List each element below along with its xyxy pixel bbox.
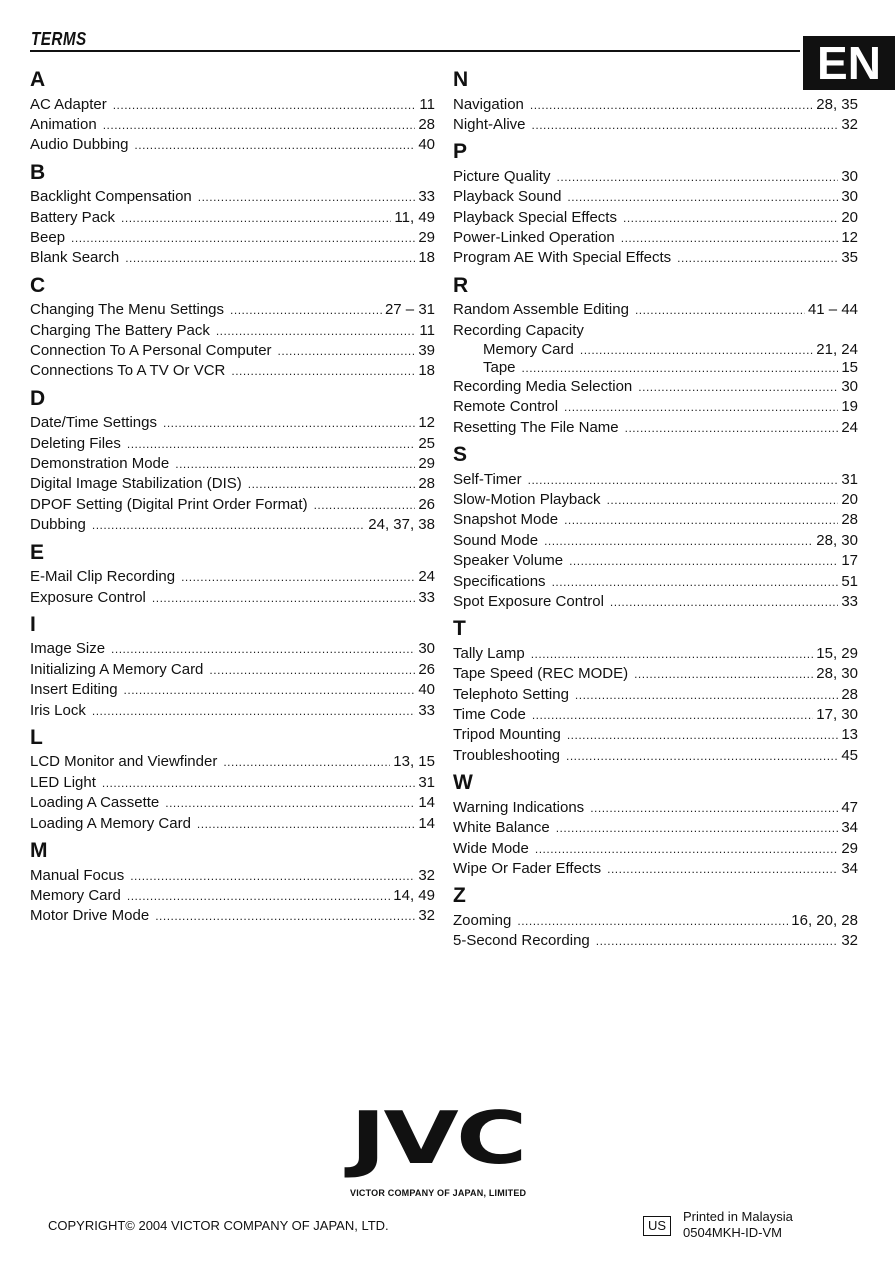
- dot-leader: [181, 567, 415, 587]
- entry-page: 33: [418, 701, 435, 719]
- dot-leader: [552, 572, 839, 592]
- entry-label: Speaker Volume: [453, 552, 564, 570]
- entry-label: Recording Media Selection: [453, 378, 633, 396]
- index-letter-heading: I: [30, 612, 36, 636]
- index-entry: [453, 931, 858, 951]
- entry-page: 28: [418, 115, 435, 133]
- index-entry: [30, 474, 435, 494]
- entry-page: 17: [841, 552, 858, 570]
- entry-page: 31: [418, 773, 435, 791]
- dot-leader: [564, 397, 838, 417]
- section-title: TERMS: [31, 29, 87, 49]
- dot-leader: [532, 705, 813, 725]
- index-entry: [453, 228, 858, 248]
- entry-page: 12: [418, 414, 435, 432]
- dot-leader: [71, 228, 415, 248]
- entry-label: LCD Monitor and Viewfinder: [30, 753, 218, 771]
- index-entry: [30, 321, 435, 341]
- index-letter-heading: C: [30, 273, 46, 297]
- entry-label: Resetting The File Name: [453, 418, 619, 436]
- entry-label: Night-Alive: [453, 115, 526, 133]
- index-entry: [453, 839, 858, 859]
- dot-leader: [638, 377, 838, 397]
- dot-leader: [567, 187, 838, 207]
- dot-leader: [127, 886, 390, 906]
- dot-leader: [621, 228, 839, 248]
- dot-leader: [103, 115, 416, 135]
- dot-leader: [556, 818, 839, 838]
- entry-page: 18: [418, 362, 435, 380]
- dot-leader: [130, 866, 415, 886]
- index-entry: [453, 911, 858, 931]
- print-info: [683, 1209, 793, 1241]
- dot-leader: [580, 341, 813, 359]
- entry-page: 26: [418, 495, 435, 513]
- entry-label: Remote Control: [453, 398, 559, 416]
- entry-page: 39: [418, 342, 435, 360]
- entry-label: Time Code: [453, 706, 526, 724]
- index-entry: [453, 397, 858, 417]
- entry-label: Demonstration Mode: [30, 455, 170, 473]
- index-entry: [30, 639, 435, 659]
- entry-label: Motor Drive Mode: [30, 907, 150, 925]
- entry-page: 33: [418, 588, 435, 606]
- dot-leader: [677, 248, 838, 268]
- index-entry: [453, 859, 858, 879]
- index-letter-heading: B: [30, 160, 46, 184]
- entry-page: 41 – 44: [807, 301, 858, 319]
- entry-page: 11, 49: [394, 208, 435, 226]
- index-entry: [30, 135, 435, 155]
- dot-leader: [575, 685, 838, 705]
- entry-label: E-Mail Clip Recording: [30, 568, 176, 586]
- dot-leader: [102, 773, 415, 793]
- dot-leader: [223, 752, 390, 772]
- entry-label: Blank Search: [30, 249, 120, 267]
- index-entry: [30, 515, 435, 535]
- index-entry: [453, 248, 858, 268]
- index-entry: [30, 248, 435, 268]
- dot-leader: [165, 793, 415, 813]
- entry-page: 32: [841, 932, 858, 950]
- entry-page: 45: [841, 746, 858, 764]
- entry-label: Deleting Files: [30, 434, 121, 452]
- printed-in: Printed in Malaysia: [683, 1209, 793, 1224]
- index-entry: [30, 886, 435, 906]
- language-badge: EN: [803, 36, 895, 90]
- index-entry: [453, 359, 858, 377]
- index-entry: [30, 95, 435, 115]
- entry-label: Random Assemble Editing: [453, 301, 629, 319]
- dot-leader: [607, 490, 839, 510]
- dot-leader: [623, 208, 838, 228]
- dot-leader: [248, 474, 416, 494]
- index-entry: [453, 208, 858, 228]
- entry-page: 40: [418, 136, 435, 154]
- index-entry: [30, 208, 435, 228]
- entry-label: Recording Capacity: [453, 321, 584, 339]
- dot-leader: [134, 135, 415, 155]
- dot-leader: [209, 660, 415, 680]
- entry-label: 5-Second Recording: [453, 932, 590, 950]
- index-entry: [453, 818, 858, 838]
- entry-page: 33: [841, 593, 858, 611]
- entry-page: 29: [841, 839, 858, 857]
- entry-page: 28: [841, 511, 858, 529]
- entry-label: Program AE With Special Effects: [453, 249, 672, 267]
- index-entry: [30, 773, 435, 793]
- index-entry: [453, 187, 858, 207]
- index-entry: [30, 752, 435, 772]
- dot-leader: [531, 644, 814, 664]
- index-entry: [453, 572, 858, 592]
- dot-leader: [314, 495, 416, 515]
- entry-page: 32: [841, 115, 858, 133]
- dot-leader: [121, 208, 391, 228]
- entry-page: 28, 30: [816, 531, 858, 549]
- entry-label: Manual Focus: [30, 866, 125, 884]
- dot-leader: [566, 746, 838, 766]
- index-entry: [453, 300, 858, 320]
- index-entry: [30, 660, 435, 680]
- header-rule: [30, 50, 800, 52]
- entry-page: 19: [841, 398, 858, 416]
- entry-label: Zooming: [453, 911, 512, 929]
- index-entry: [30, 454, 435, 474]
- entry-page: 34: [841, 819, 858, 837]
- dot-leader: [634, 664, 813, 684]
- index-entry: [453, 341, 858, 359]
- dot-leader: [125, 248, 415, 268]
- index-entry: [453, 685, 858, 705]
- dot-leader: [517, 911, 788, 931]
- entry-label: Tape: [483, 359, 516, 377]
- index-column-left: [30, 63, 435, 927]
- index-entry: [30, 228, 435, 248]
- dot-leader: [111, 639, 415, 659]
- index-column-right: [453, 63, 858, 952]
- entry-page: 28: [418, 475, 435, 493]
- region-badge: US: [643, 1216, 671, 1236]
- entry-label: Specifications: [453, 572, 546, 590]
- entry-label: Dubbing: [30, 516, 86, 534]
- dot-leader: [532, 115, 839, 135]
- index-entry: [453, 725, 858, 745]
- entry-page: 32: [418, 907, 435, 925]
- dot-leader: [197, 814, 415, 834]
- index-entry: [30, 701, 435, 721]
- dot-leader: [92, 515, 365, 535]
- entry-label: Digital Image Stabilization (DIS): [30, 475, 242, 493]
- entry-label: Self-Timer: [453, 470, 522, 488]
- entry-page: 24: [418, 568, 435, 586]
- entry-page: 35: [841, 249, 858, 267]
- entry-page: 31: [841, 470, 858, 488]
- entry-page: 29: [418, 228, 435, 246]
- index-entry: [453, 592, 858, 612]
- entry-label: Date/Time Settings: [30, 414, 157, 432]
- entry-label: Warning Indications: [453, 798, 585, 816]
- index-entry: [30, 793, 435, 813]
- entry-page: 17, 30: [816, 706, 858, 724]
- entry-label: Loading A Memory Card: [30, 814, 191, 832]
- entry-page: 21, 24: [816, 341, 858, 359]
- dot-leader: [530, 95, 813, 115]
- entry-label: Wipe Or Fader Effects: [453, 859, 602, 877]
- index-letter-heading: P: [453, 140, 468, 164]
- entry-label: Memory Card: [30, 886, 121, 904]
- entry-label: Navigation: [453, 95, 524, 113]
- index-entry: [453, 418, 858, 438]
- index-letter-heading: Z: [453, 884, 466, 908]
- index-entry: [453, 115, 858, 135]
- entry-page: 11: [419, 321, 435, 339]
- index-letter-heading: M: [30, 839, 48, 863]
- index-letter-heading: R: [453, 273, 469, 297]
- entry-label: Playback Sound: [453, 188, 562, 206]
- index-entry: [30, 906, 435, 926]
- index-letter-heading: N: [453, 68, 469, 91]
- entry-label: Connection To A Personal Computer: [30, 342, 272, 360]
- entry-page: 25: [418, 434, 435, 452]
- entry-page: 30: [418, 640, 435, 658]
- entry-page: 30: [841, 167, 858, 185]
- entry-label: Charging The Battery Pack: [30, 321, 210, 339]
- logo-subtitle: VICTOR COMPANY OF JAPAN, LIMITED: [350, 1188, 527, 1198]
- jvc-logo: [350, 1093, 550, 1199]
- entry-page: 33: [418, 188, 435, 206]
- index-entry: [30, 495, 435, 515]
- entry-page: 14, 49: [393, 886, 435, 904]
- index-entry: [30, 361, 435, 381]
- index-entry: [30, 588, 435, 608]
- entry-label: Tape Speed (REC MODE): [453, 665, 629, 683]
- entry-label: Picture Quality: [453, 167, 551, 185]
- entry-page: 51: [841, 572, 858, 590]
- index-entry: [30, 300, 435, 320]
- dot-leader: [92, 701, 415, 721]
- dot-leader: [544, 531, 813, 551]
- dot-leader: [124, 680, 416, 700]
- index-letter-heading: T: [453, 617, 466, 641]
- index-entry: [30, 434, 435, 454]
- index-letter-heading: D: [30, 386, 46, 410]
- entry-page: 20: [841, 208, 858, 226]
- dot-leader: [528, 470, 839, 490]
- entry-label: Backlight Compensation: [30, 188, 192, 206]
- entry-label: Sound Mode: [453, 531, 539, 549]
- entry-label: Exposure Control: [30, 588, 146, 606]
- entry-page: 28, 30: [816, 665, 858, 683]
- dot-leader: [163, 413, 415, 433]
- index-letter-heading: A: [30, 68, 46, 91]
- entry-label: Image Size: [30, 640, 106, 658]
- index-entry: [30, 187, 435, 207]
- entry-page: 32: [418, 866, 435, 884]
- dot-leader: [535, 839, 838, 859]
- entry-label: Wide Mode: [453, 839, 529, 857]
- entry-page: 12: [841, 228, 858, 246]
- dot-leader: [522, 359, 839, 377]
- index-entry: [30, 115, 435, 135]
- entry-label: Animation: [30, 115, 97, 133]
- dot-leader: [635, 300, 805, 320]
- entry-label: Insert Editing: [30, 681, 118, 699]
- dot-leader: [127, 434, 415, 454]
- dot-leader: [557, 167, 839, 187]
- index-letter-heading: L: [30, 725, 43, 749]
- entry-page: 20: [841, 491, 858, 509]
- copyright: COPYRIGHT© 2004 VICTOR COMPANY OF JAPAN, LTD.: [48, 1218, 389, 1233]
- entry-label: DPOF Setting (Digital Print Order Format): [30, 495, 308, 513]
- index-letter-heading: S: [453, 443, 468, 467]
- dot-leader: [155, 906, 415, 926]
- entry-page: 16, 20, 28: [791, 911, 858, 929]
- entry-label: Iris Lock: [30, 701, 86, 719]
- index-entry: [30, 866, 435, 886]
- entry-label: Memory Card: [483, 341, 574, 359]
- entry-label: LED Light: [30, 773, 96, 791]
- entry-label: Loading A Cassette: [30, 794, 160, 812]
- index-entry: [30, 341, 435, 361]
- entry-page: 13, 15: [393, 753, 435, 771]
- index-entry: [453, 551, 858, 571]
- entry-page: 47: [841, 798, 858, 816]
- entry-label: White Balance: [453, 819, 550, 837]
- index-entry: [453, 798, 858, 818]
- index-entry: [453, 705, 858, 725]
- index-letter-heading: E: [30, 540, 45, 564]
- index-entry: [453, 664, 858, 684]
- dot-leader: [564, 510, 838, 530]
- entry-page: 34: [841, 859, 858, 877]
- index-entry: [453, 95, 858, 115]
- entry-label: AC Adapter: [30, 95, 107, 113]
- dot-leader: [198, 187, 416, 207]
- product-code: 0504MKH-ID-VM: [683, 1225, 782, 1240]
- entry-label: Slow-Motion Playback: [453, 491, 601, 509]
- entry-page: 15, 29: [816, 644, 858, 662]
- index-letter-heading: W: [453, 771, 473, 795]
- entry-page: 24, 37, 38: [368, 516, 435, 534]
- index-entry: [453, 321, 858, 341]
- entry-label: Troubleshooting: [453, 746, 561, 764]
- entry-page: 28, 35: [816, 95, 858, 113]
- entry-page: 14: [418, 794, 435, 812]
- dot-leader: [569, 551, 838, 571]
- index-entry: [453, 510, 858, 530]
- entry-page: 30: [841, 188, 858, 206]
- entry-page: 24: [841, 418, 858, 436]
- dot-leader: [567, 725, 838, 745]
- index-entry: [453, 531, 858, 551]
- entry-label: Battery Pack: [30, 208, 116, 226]
- index-entry: [453, 490, 858, 510]
- index-entry: [453, 167, 858, 187]
- dot-leader: [231, 361, 415, 381]
- index-entry: [30, 814, 435, 834]
- entry-page: 26: [418, 660, 435, 678]
- index-entry: [30, 567, 435, 587]
- dot-leader: [596, 931, 839, 951]
- dot-leader: [113, 95, 417, 115]
- index-entry: [453, 644, 858, 664]
- entry-label: Beep: [30, 228, 66, 246]
- entry-label: Telephoto Setting: [453, 685, 569, 703]
- dot-leader: [278, 341, 416, 361]
- entry-label: Spot Exposure Control: [453, 593, 604, 611]
- entry-label: Tally Lamp: [453, 644, 525, 662]
- dot-leader: [216, 321, 417, 341]
- entry-label: Initializing A Memory Card: [30, 660, 204, 678]
- index-entry: [453, 470, 858, 490]
- entry-label: Audio Dubbing: [30, 136, 129, 154]
- index-entry: [30, 680, 435, 700]
- index-entry: [453, 746, 858, 766]
- dot-leader: [610, 592, 838, 612]
- entry-label: Power-Linked Operation: [453, 228, 615, 246]
- index-entry: [453, 377, 858, 397]
- entry-label: Connections To A TV Or VCR: [30, 362, 226, 380]
- entry-page: 14: [418, 814, 435, 832]
- entry-page: 11: [419, 95, 435, 113]
- entry-page: 18: [418, 249, 435, 267]
- dot-leader: [175, 454, 415, 474]
- entry-page: 28: [841, 685, 858, 703]
- entry-page: 29: [418, 455, 435, 473]
- entry-label: Snapshot Mode: [453, 511, 559, 529]
- dot-leader: [625, 418, 839, 438]
- entry-page: 40: [418, 681, 435, 699]
- dot-leader: [230, 300, 382, 320]
- entry-page: 27 – 31: [384, 301, 435, 319]
- entry-page: 30: [841, 378, 858, 396]
- dot-leader: [152, 588, 415, 608]
- entry-page: 13: [841, 726, 858, 744]
- logo-wordmark: JVC: [350, 1096, 525, 1180]
- entry-label: Playback Special Effects: [453, 208, 617, 226]
- entry-label: Tripod Mounting: [453, 726, 561, 744]
- index-entry: [30, 413, 435, 433]
- dot-leader: [590, 798, 838, 818]
- entry-page: 15: [841, 359, 858, 377]
- entry-label: Changing The Menu Settings: [30, 301, 225, 319]
- dot-leader: [607, 859, 838, 879]
